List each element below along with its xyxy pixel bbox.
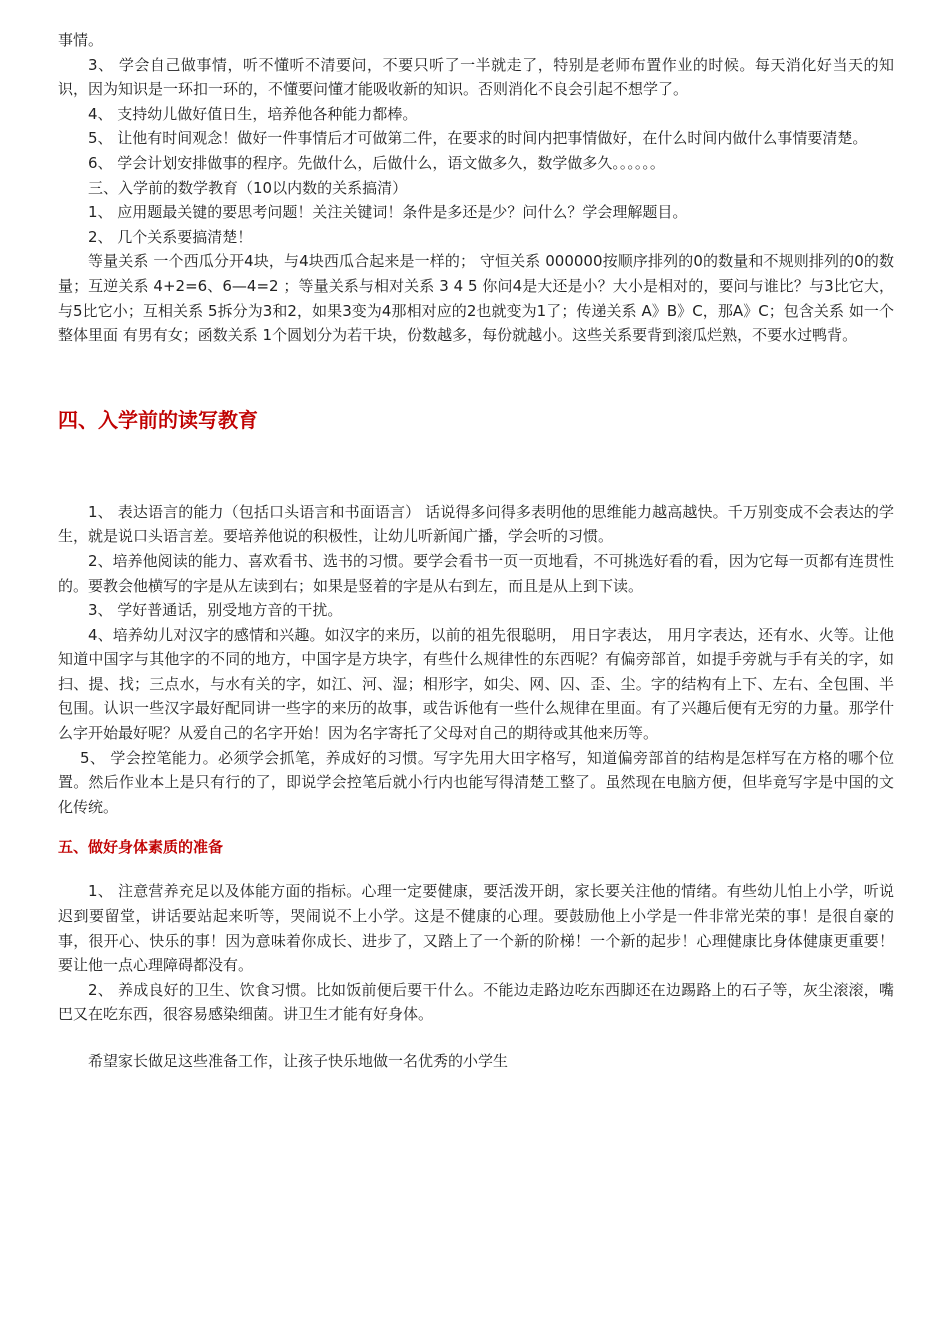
paragraph-item-6: 6、 学会计划安排做事的程序。先做什么，后做什么，语文做多久，数学做多久。。。。。。: [88, 153, 665, 172]
spacer: [58, 819, 894, 835]
closing-paragraph: 希望家长做足这些准备工作，让孩子快乐地做一名优秀的小学生: [88, 1052, 509, 1070]
reading-item-3: 3、 学好普通话，别受地方音的干扰。: [88, 601, 343, 620]
math-item-1: 1、 应用题最关键的要思考问题！关注关键词！条件是多还是少？问什么？学会理解题目。: [88, 203, 688, 222]
spacer: [58, 859, 894, 879]
spacer: [58, 348, 894, 406]
math-education-subheading: 三、入学前的数学教育（10以内数的关系搞清）: [88, 178, 408, 197]
paragraph-item-5: 5、 让他有时间观念！做好一件事情后才可做第二件，在要求的时间内把事情做好，在什么时间内做什么事情要清楚。: [88, 129, 868, 148]
section-heading-reading-writing: 四、入学前的读写教育: [58, 407, 258, 432]
physical-item-2: 2、 养成良好的卫生、饮食习惯。比如饭前便后要干什么。不能边走路边吃东西脚还在边踢路上的石子等，灰尘滚滚，嘴巴又在吃东西，很容易感染细菌。讲卫生才能有好身体。: [58, 980, 894, 1024]
math-relations-paragraph: 等量关系 一个西瓜分开4块，与4块西瓜合起来是一样的； 守恒关系 000000按顺序排列的0的数量和不规则排列的0的数量；互逆关系 4+2=6、6—4=2 ；等量关系与相对关系 3 4 5 你问4是大还是小？大小是相对的，要问与谁比？与3比它大，与5比它小；互相关系 5拆分为3和2，如果3变为4那相对应的2也就变为1了；传递关系 A》B》C，那A》C；包含关系 如一个整体里面 有男有女；函数关系 1个圆划分为若干块，份数越多，每份就越小。这些关系要背到滚瓜烂熟，不要水过鸭背。: [58, 252, 894, 345]
paragraph-item-3: 3、 学会自己做事情，听不懂听不清要问，不要只听了一半就走了，特别是老师布置作业的时候。每天消化好当天的知识，因为知识是一环扣一环的，不懂要问懂才能吸收新的知识。否则消化不良会引起不想学了。: [58, 55, 894, 99]
spacer: [58, 434, 894, 500]
document-page: [58, 28, 894, 1074]
section-heading-physical-preparation: 五、做好身体素质的准备: [58, 838, 224, 857]
physical-item-1: 1、 注意营养充足以及体能方面的指标。心理一定要健康，要活泼开朗，家长要关注他的情绪。有些幼儿怕上小学，听说迟到要留堂，讲话要站起来听等，哭闹说不上小学。这是不健康的心理。要鼓励他上小学是一件非常光荣的事！是很自豪的事，很开心、快乐的事！因为意味着你成长、进步了，又踏上了一个新的阶梯！一个新的起步！心理健康比身体健康更重要！要让他一点心理障碍都没有。: [58, 882, 894, 975]
math-item-2: 2、 几个关系要搞清楚！: [88, 227, 253, 246]
reading-item-2: 2、培养他阅读的能力、喜欢看书、选书的习惯。要学会看书一页一页地看，不可挑选好看的看，因为它每一页都有连贯性的。要教会他横写的字是从左读到右；如果是竖着的字是从右到左，而且是从上到下读。: [58, 551, 894, 595]
reading-item-5: 5、 学会控笔能力。必须学会抓笔，养成好的习惯。写字先用大田字格写，知道偏旁部首的结构是怎样写在方格的哪个位置。然后作业本上是只有行的了，即说学会控笔后就小行内也能写得清楚工整了。虽然现在电脑方便，但毕竟写字是中国的文化传统。: [58, 748, 894, 816]
reading-item-4: 4、培养幼儿对汉字的感情和兴趣。如汉字的来历，以前的祖先很聪明， 用日字表达， 用月字表达，还有水、火等。让他知道中国字与其他字的不同的地方，中国字是方块字，有些什么规律性的东西呢？有偏旁部首，如提手旁就与手有关的字，如扫、提、找；三点水，与水有关的字，如江、河、湿；相形字，如尖、网、囚、歪、尘。字的结构有上下、左右、全包围、半包围。认识一些汉字最好配同讲一些字的来历的故事，或告诉他有一些什么规律在里面。有了兴趣后便有无穷的力量。那学什么字开始最好呢？从爱自己的名字开始！因为名字寄托了父母对自己的期待或其他来历等。: [58, 625, 894, 743]
spacer: [58, 1027, 894, 1049]
paragraph-item-4: 4、 支持幼儿做好值日生，培养他各种能力都棒。: [88, 104, 418, 123]
paragraph-continuation: 事情。: [58, 31, 104, 49]
reading-item-1: 1、 表达语言的能力（包括口头语言和书面语言） 话说得多问得多表明他的思维能力越高越快。千万别变成不会表达的学生，就是说口头语言差。要培养他说的积极性，让幼儿听新闻广播，学会听的习惯。: [58, 502, 894, 546]
